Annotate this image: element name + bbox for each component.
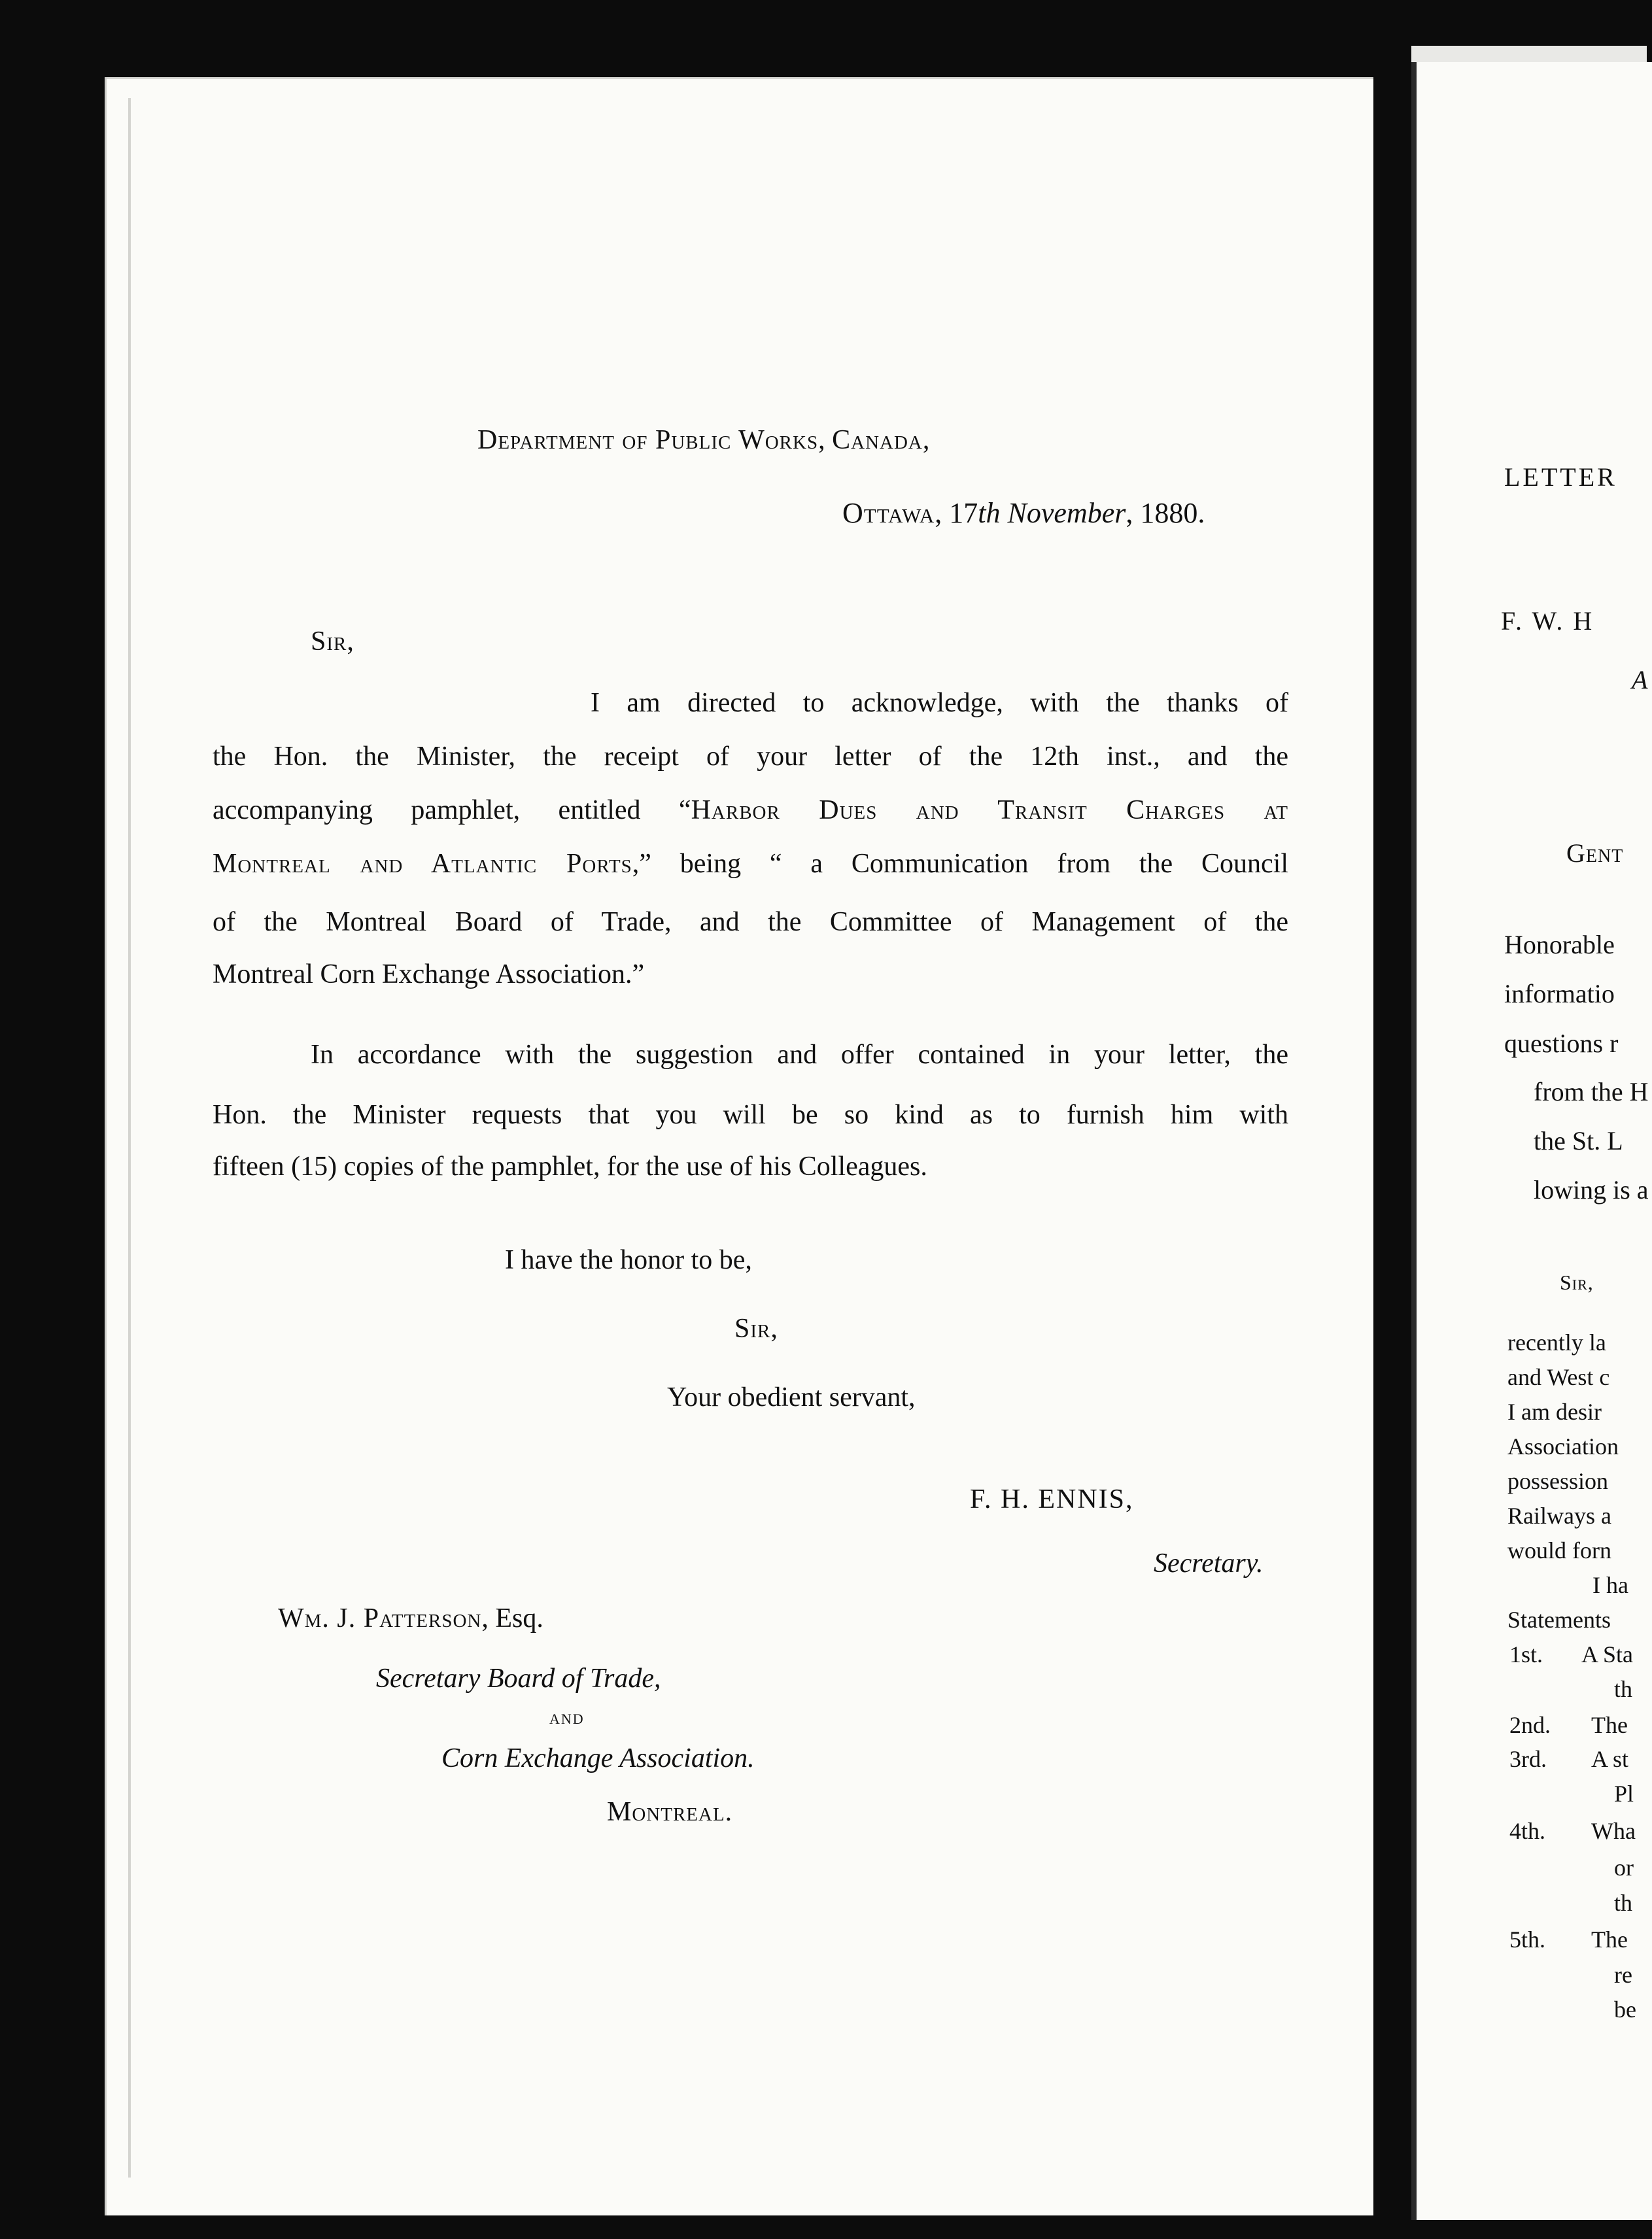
page-edge [128,98,131,2178]
closing-sir: Sir, [734,1314,778,1344]
paragraph-1-line-6: Montreal Corn Exchange Association.” [213,959,645,989]
closing-servant: Your obedient servant, [667,1382,916,1412]
right-item-text: A st [1591,1746,1629,1772]
right-item-text: A Sta [1581,1641,1634,1667]
addressee-and: AND [549,1711,585,1727]
right-line: questions r [1504,1029,1619,1058]
signature-title: Secretary. [1154,1548,1264,1579]
right-item-text: th [1614,1676,1633,1702]
right-small-line: Railways a [1507,1503,1611,1529]
paragraph-2-line-1: In accordance with the suggestion and offer contained in your letter, the [311,1040,1288,1070]
right-small-line: Statements [1507,1607,1611,1633]
right-small-line: Association [1507,1433,1619,1460]
paragraph-1-line-2: the Hon. the Minister, the receipt of your letter of the 12th inst., and the [213,742,1288,772]
paragraph-2-line-3: fifteen (15) copies of the pamphlet, for the use of his Colleagues. [213,1152,927,1182]
right-item-text: The [1591,1712,1628,1738]
letterhead-department: Department of Public Works, Canada, [477,425,930,455]
right-line: the St. L [1534,1126,1623,1155]
right-item-text: Wha [1591,1818,1636,1844]
right-item-number: 1st. [1509,1641,1543,1667]
right-line: informatio [1504,979,1615,1008]
addressee-name: Wm. J. Patterson, Esq. [278,1603,543,1633]
right-line: lowing is a [1534,1175,1649,1205]
letter-date: Ottawa, 17th November, 1880. [842,497,1205,529]
right-line: Honorable [1504,930,1615,959]
right-sir: Sir, [1560,1271,1594,1294]
addressee-association: Corn Exchange Association. [441,1743,755,1773]
paragraph-2-line-2: Hon. the Minister requests that you will be so kind as to furnish him with [213,1100,1288,1130]
addressee-city: Montreal. [607,1797,733,1827]
right-item-text: The [1591,1926,1628,1953]
salutation: Sir, [311,626,354,657]
right-item-text: re [1614,1962,1632,1988]
paragraph-1-line-3: accompanying pamphlet, entitled “Harbor Dues and Transit Charges at [213,795,1288,825]
right-item-number: 4th. [1509,1818,1546,1844]
right-small-line: would forn [1507,1537,1611,1564]
right-item-text: be [1614,1996,1636,2023]
right-gent: Gent [1566,838,1624,868]
right-item-text: or [1614,1854,1634,1881]
closing-honor: I have the honor to be, [505,1245,752,1275]
right-item-text: th [1614,1890,1633,1916]
right-line: from the H [1534,1077,1649,1106]
paragraph-1-line-5: of the Montreal Board of Trade, and the Committee of Management of the [213,907,1288,937]
signature-name: F. H. ENNIS, [970,1484,1134,1514]
right-heading: LETTER [1504,462,1617,492]
right-item-number: 3rd. [1509,1746,1547,1772]
paragraph-1-line-1: I am directed to acknowledge, with the thanks of [591,688,1288,718]
right-item-number: 2nd. [1509,1712,1551,1738]
addressee-title: Secretary Board of Trade, [376,1664,661,1694]
right-item-number: 5th. [1509,1926,1546,1953]
right-small-line: and West c [1507,1364,1610,1390]
left-page [105,77,1373,2215]
right-small-line: possession [1507,1468,1609,1494]
right-line-a: A [1632,665,1648,694]
right-item-text: Pl [1614,1781,1634,1807]
right-small-line: recently la [1507,1329,1606,1356]
paragraph-1-line-4: Montreal and Atlantic Ports,” being “ a Communication from the Council [213,849,1288,879]
right-small-line: I am desir [1507,1399,1602,1425]
right-line-fw: F. W. H [1501,606,1594,636]
right-small-line: I ha [1592,1572,1628,1598]
